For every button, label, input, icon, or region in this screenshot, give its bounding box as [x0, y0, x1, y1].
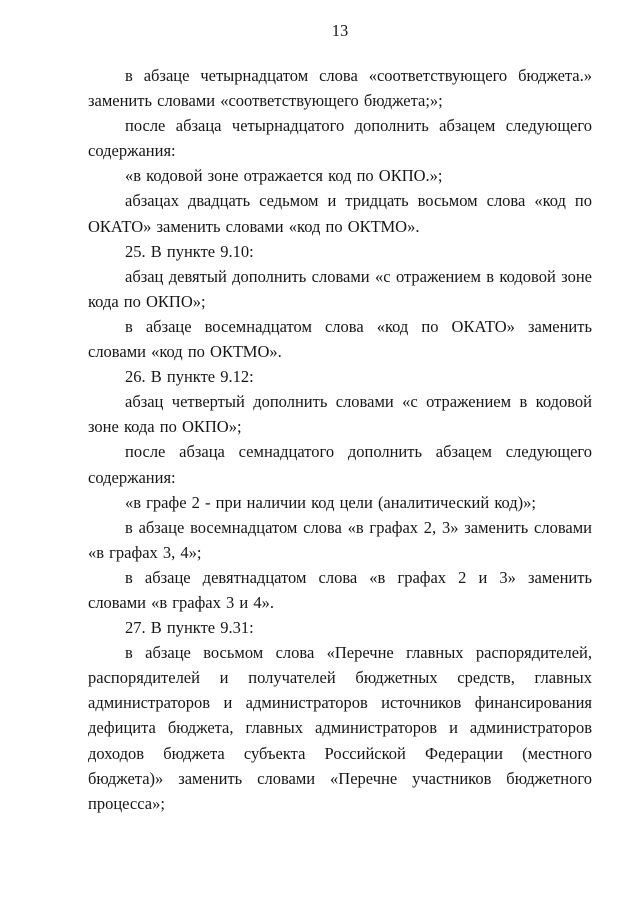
paragraph: после абзаца семнадцатого дополнить абзацем следующего содержания: — [88, 442, 592, 487]
paragraph: абзац четвертый дополнить словами «с отражением в кодовой зоне кода по ОКПО»; — [88, 392, 592, 437]
paragraph: 26. В пункте 9.12: — [125, 367, 254, 387]
paragraph: 25. В пункте 9.10: — [125, 241, 254, 261]
paragraph: «в графе 2 - при наличии код цели (аналитический код)»; — [125, 492, 536, 512]
paragraph: «в кодовой зоне отражается код по ОКПО.»; — [125, 166, 443, 186]
paragraph: абзац девятый дополнить словами «с отражением в кодовой зоне кода по ОКПО»; — [88, 266, 592, 311]
paragraph: 27. В пункте 9.31: — [125, 618, 254, 638]
paragraph: в абзаце четырнадцатом слова «соответствующего бюджета.» заменить словами «соответствующего бюджета;»; — [88, 66, 592, 111]
paragraph: после абзаца четырнадцатого дополнить абзацем следующего содержания: — [88, 116, 592, 161]
paragraph: в абзаце восемнадцатом слова «код по ОКАТО» заменить словами «код по ОКТМО». — [88, 316, 592, 362]
paragraph: в абзаце восемнадцатом слова «в графах 2, 3» заменить словами «в графах 3, 4»; — [88, 517, 592, 562]
page-number: 13 — [331, 21, 349, 40]
paragraph: абзацах двадцать седьмом и тридцать восьмом слова «код по ОКАТО» заменить словами «код по ОКТМО». — [88, 191, 592, 236]
paragraph: в абзаце восьмом слова «Перечне главных распорядителей, распорядителей и получателей бюджетных средств, главных администраторов и администраторов источников финансирования дефицита бюджета, главных администраторов и администраторов доходов бюджета субъекта Российской Федерации (местного бюджета)» заменить словами «Перечне участников бюджетного процесса»; — [88, 643, 592, 813]
paragraph: в абзаце девятнадцатом слова «в графах 2 и 3» заменить словами «в графах 3 и 4». — [88, 567, 592, 612]
document-body — [88, 63, 592, 816]
